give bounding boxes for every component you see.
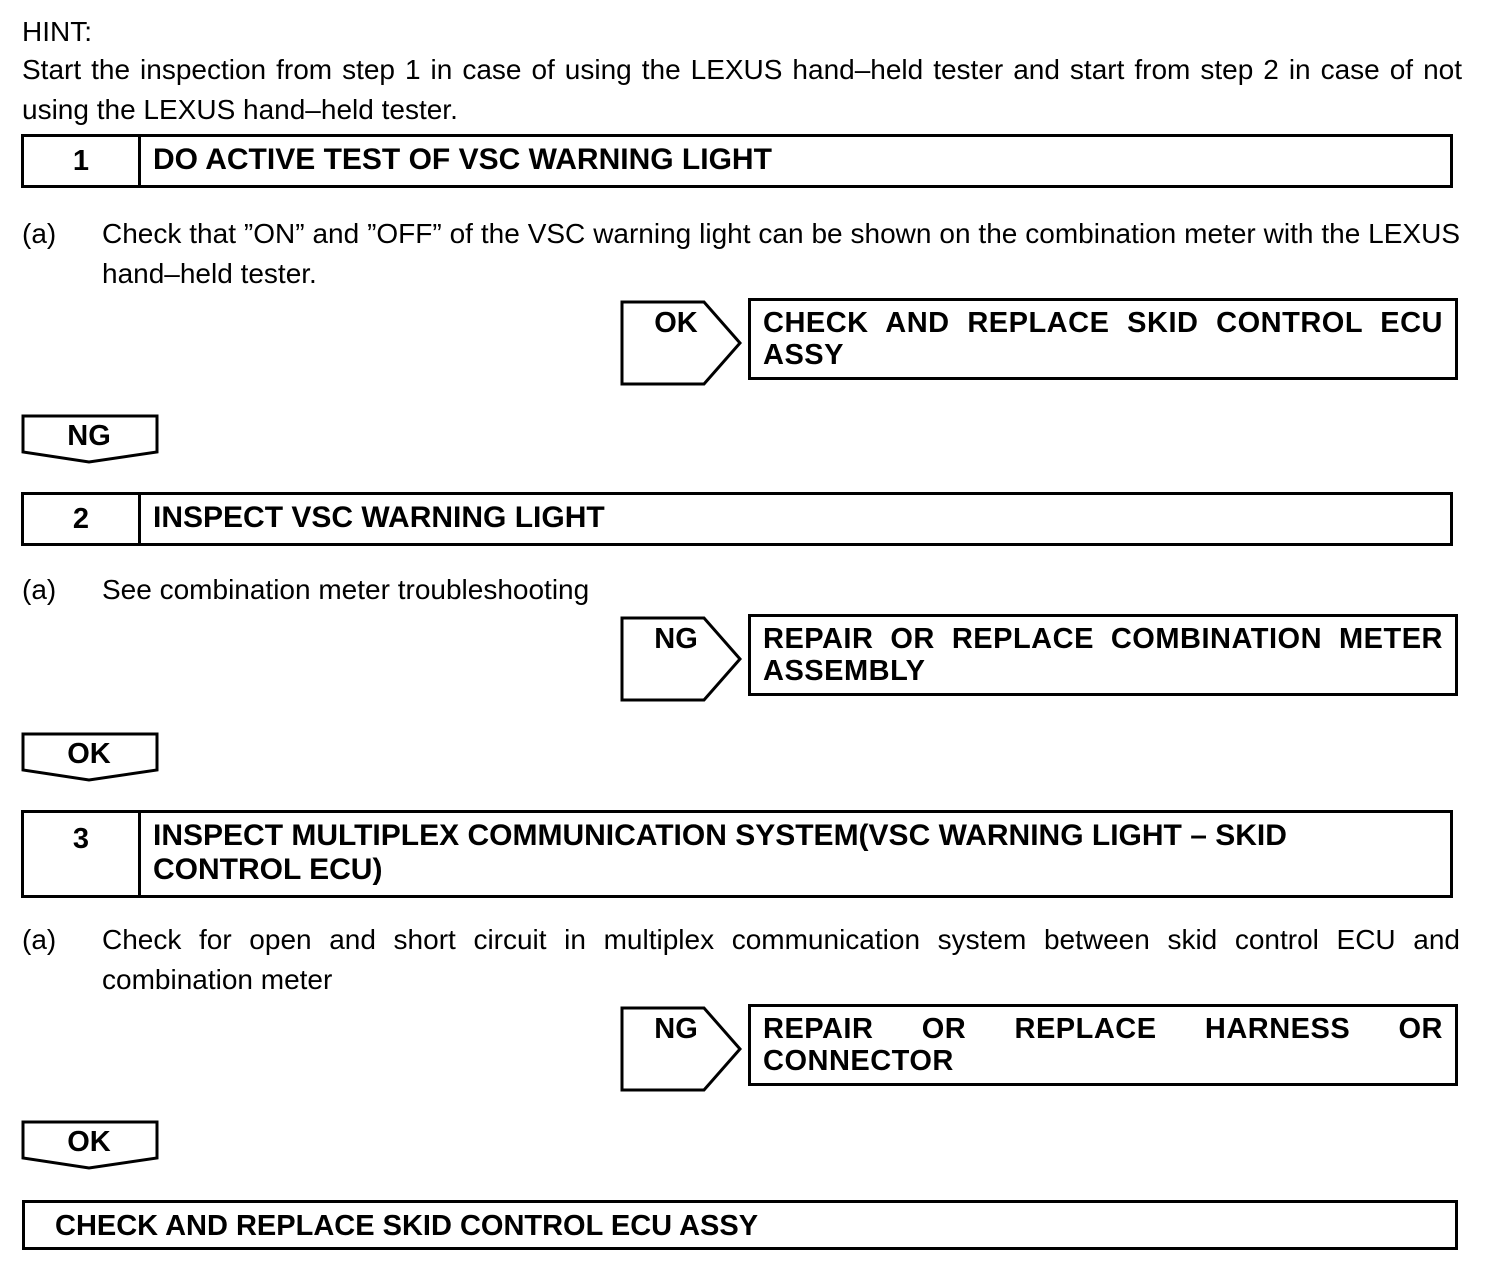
step-1-side-result: [620, 300, 1460, 386]
step-3-side-result-label: NG: [654, 1013, 698, 1045]
step-3-header: [21, 810, 1453, 898]
step-1-sub-text: Check that ”ON” and ”OFF” of the VSC warning light can be shown on the combination meter with the LEXUS hand–held tester.: [102, 218, 1460, 289]
hint-label: HINT:: [22, 16, 92, 47]
step-2-next-result-label: OK: [67, 738, 111, 770]
step-2-side-result: [620, 616, 1460, 702]
step-1-next-result: [21, 414, 161, 464]
step-3-next-result: [21, 1120, 161, 1170]
step-3-next-result-label: OK: [67, 1126, 111, 1158]
step-3-side-action: REPAIR OR REPLACE HARNESS OR CONNECTOR: [748, 1004, 1458, 1086]
step-3-substep: [22, 920, 1460, 1000]
step-2-sub-text: See combination meter troubleshooting: [102, 574, 590, 605]
step-1-number: 1: [24, 137, 141, 185]
step-1-side-action: CHECK AND REPLACE SKID CONTROL ECU ASSY: [748, 298, 1458, 380]
step-2-number: 2: [24, 495, 141, 543]
step-2-title: INSPECT VSC WARNING LIGHT: [153, 501, 605, 534]
step-3-sub-letter: (a): [22, 924, 57, 955]
step-1-title: DO ACTIVE TEST OF VSC WARNING LIGHT: [153, 143, 772, 176]
step-2-next-result: [21, 732, 161, 782]
step-3-title: INSPECT MULTIPLEX COMMUNICATION SYSTEM(VSC WARNING LIGHT – SKID CONTROL ECU): [153, 819, 1287, 886]
step-2-substep: [22, 570, 1460, 610]
final-action: CHECK AND REPLACE SKID CONTROL ECU ASSY: [22, 1200, 1458, 1250]
step-2-side-action: REPAIR OR REPLACE COMBINATION METER ASSEMBLY: [748, 614, 1458, 696]
step-2-side-result-label: NG: [654, 623, 698, 655]
step-3-sub-text: Check for open and short circuit in multiplex communication system between skid control ECU and combination meter: [102, 924, 1460, 995]
step-1-sub-letter: (a): [22, 218, 57, 249]
step-3-side-result: [620, 1006, 1460, 1092]
step-1-substep: [22, 214, 1460, 294]
step-2-header: [21, 492, 1453, 546]
step-3-number: 3: [24, 813, 141, 895]
hint-text: Start the inspection from step 1 in case of using the LEXUS hand–held tester and start from step 2 in case of not using the LEXUS hand–held tester.: [22, 54, 1462, 125]
step-2-sub-letter: (a): [22, 574, 57, 605]
step-1-header: [21, 134, 1453, 188]
step-1-side-result-label: OK: [654, 307, 698, 339]
step-1-next-result-label: NG: [67, 420, 111, 452]
